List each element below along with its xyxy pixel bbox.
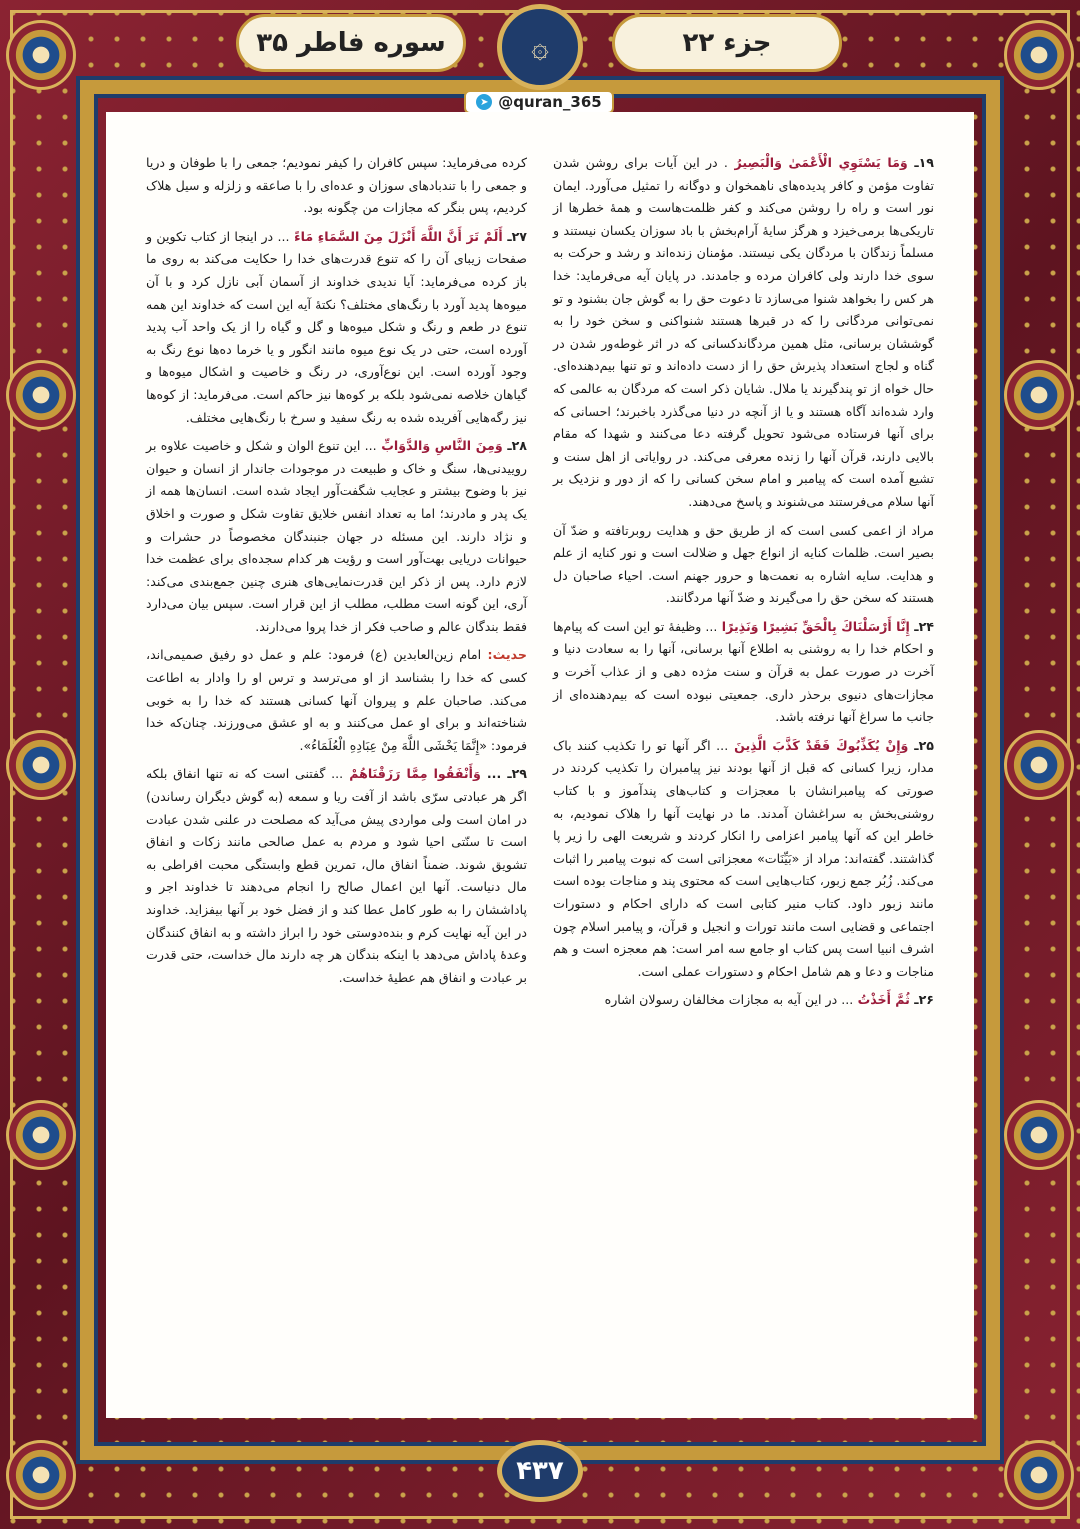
commentary-text: امام زین‌العابدین (ع) فرمود: علم و عمل دو رفیق صمیمی‌اند، کسی که خدا را بشناسد از او می‌ترسد و ترس او را وادار به اطاعت می‌کند. صاحبان علم و پیروان آنها کسانی هستند که خدا را به خوبی شناخته‌اند و برای او عمل می‌کنند و به او عشق می‌ورزند. چنان‌که خدا فرمود: «إِنَّمَا يَخْشَى اللَّهَ مِنْ عِبَادِهِ الْعُلَمَاءُ». (146, 647, 527, 753)
commentary-paragraph (146, 763, 527, 989)
commentary-paragraph (553, 152, 934, 514)
commentary-paragraph (146, 226, 527, 429)
commentary-text: کرده می‌فرماید: سپس کافران را کیفر نمودیم؛ جمعی را با طوفان و دریا و جمعی را با تندبادهای سوزان و عده‌ای را با صاعقه و زلزله و سیل هلاک کردیم، پس بنگر که مجازات من چگونه بود. (146, 155, 527, 216)
arabic-verse: أَلَمْ تَرَ أَنَّ اللَّهَ أَنْزَلَ مِنَ السَّمَاءِ مَاءً (289, 228, 503, 244)
arabic-verse: وَمِنَ النَّاسِ وَالدَّوَابِّ (376, 438, 503, 454)
calligraphy-logo-icon: ۞ (497, 4, 583, 90)
commentary-text: . در این آیات برای روشن شدن تفاوت مؤمن و کافر پدیده‌های ناهمخوان و دوگانه را تمثیل می‌آورد. ایمان نور است و راه را روشن می‌کند و کفر ظلمت‌هاست و همهٔ خطرها از تاریکی‌ها برمی‌خیزد و هرگز سایهٔ آرام‌بخش با باد سوزان یکسان نیستند و مسلماً زندگان با مردگان یکی نیستند. مؤمنان زنده‌اند و رشد و حرکت به سوی خدا دارند ولی کافران مرده و جامدند. در پایان آیه می‌فرماید: خدا هر کس را بخواهد شنوا می‌سازد تا دعوت حق را به گوش جان بشنود و تو نمی‌توانی مردگانی را که در قبرها هستند شنواکنی و سخن خود را به گوششان برسانی، مثل همین مردگاندکسانی که در اثر غوطه‌ور شدن در گناه و لجاج استعداد پذیرش حق را از دست داده‌اند و تو تنها بیم‌دهنده‌ای. حال خواه از تو پندگیرند یا ملال. شایان ذکر است که مردگان به عالمی که وارد شده‌اند آگاه هستند و یا از آنچه در دنیا می‌گذرد باخبرند؛ احسانی که برای آنها فرستاده می‌شود تحویل گرفته دعا می‌کنند و شهدا که مقام بالایی دارند، قرآن آنها را زنده معرفی می‌کند. در روایاتی از اهل سنت و تشیع آمده است که پیامبر و امام سخن کسانی را که از دور و نزدیک بر آنها سلام می‌فرستند می‌شنوند و پاسخ می‌دهند. (553, 155, 934, 509)
telegram-icon: ➤ (476, 94, 492, 110)
arabic-verse: وَأَنْفَقُوا مِمَّا رَزَقْنَاهُمْ (343, 766, 481, 782)
verse-number: ۲۹ـ ... (480, 766, 527, 782)
commentary-text: مراد از اعمی کسی است که از طریق حق و هدایت روبرتافته و ضدّ آن بصیر است. ظلمات کنایه از انواع جهل و ضلالت است و نور کنایه از علم و هدایت. سایه اشاره به نعمت‌ها و حرور جهنم است. احیاء صاحبان دل هستند که سخن حق را می‌گیرند و ضدّ آنها مردگانند. (553, 522, 934, 606)
text-area (106, 112, 974, 1418)
commentary-text: ... اگر آنها تو را تکذیب کنند باک مدار، زیرا کسانی که قبل از آنها بودند نیز پیامبران را تکذیب کردند در صورتی که پیامبرانشان با معجزات و کتاب‌های پندآموز و با کتاب روشنی‌بخش به سراغشان آمدند. ما در نهایت آنها را هلاک نمودیم، به خاطر این که آنها پیامبر اعزامی را انکار کردند و شریعت الهی را زیر پا گذاشتند. گفته‌اند: مراد از «بَيِّنَات» معجزاتی است که نبوت پیامبر را اثبات می‌کند. زُبُر جمع زبور، کتاب‌هایی است که محتوی پند و مناجات بوده است مانند زبور داود. کتاب منیر کتابی است که دارای احکام و دستورات اجتماعی و قضایی است مانند تورات و انجیل و قرآن، و پیامبر اسلام چون اشرف انبیا است پس کتاب او جامع سه امر است: هم معجزه است و هم مناجات و دعا و هم شامل احکام و دستورات عملی است. (553, 737, 934, 979)
side-medallion (6, 1100, 76, 1170)
arabic-verse: إِنَّا أَرْسَلْنَاكَ بِالْحَقِّ بَشِيرًا وَنَذِيرًا (717, 618, 910, 634)
commentary-paragraph (553, 520, 934, 610)
corner-medallion (1004, 1440, 1074, 1510)
verse-number: ۲۴ـ (909, 618, 934, 634)
side-medallion (6, 360, 76, 430)
verse-number: ۲۶ـ (909, 992, 934, 1008)
side-medallion (1004, 1100, 1074, 1170)
telegram-channel-tag[interactable] (464, 90, 614, 114)
corner-medallion (6, 20, 76, 90)
corner-medallion (1004, 20, 1074, 90)
verse-number: ۲۵ـ (908, 737, 934, 753)
commentary-text: ... گفتنی است که نه تنها انفاق بلکه اگر هر عبادتی سرّی باشد از آفت ریا و سمعه (به گوش دیگران رساندن) در امان است ولی مواردی پیش می‌آید که مصلحت در علنی شدن عبادت است تا سنّتی احیا شود و مردم به عمل صالحی مانند زکات و انفاق تشویق شوند. ضمناً انفاق مال، تمرین قطع وابستگی محبت افراطی به مال دنیاست. آنها این اعمال صالح را انجام می‌دهند تا خداوند اجر و پاداششان را به طور کامل عطا کند و از فضل خود بر آنها بیفزاید. خداوند در این آیه نهایت کرم و بنده‌دوستی خود را ابراز داشته و به انفاق کنندگان وعدهٔ پاداش می‌دهد با اینکه بندگان هر چه دارند مال خداست، حتی قدرت بر عبادت و انفاق هم عطیهٔ خداست. (146, 766, 527, 985)
arabic-verse: وَمَا يَسْتَوِي الْأَعْمَىٰ وَالْبَصِيرُ (727, 155, 908, 170)
right-column (553, 152, 934, 1398)
juz-title: جزء ۲۲ (612, 14, 842, 72)
commentary-text: ... در اینجا از کتاب تکوین و صفحات زیبای آن را که تنوع قدرت‌های خدا را حکایت می‌کند به روی ما باز کرده می‌فرماید: آیا ندیدی خداوند از آسمان آبی نازل کرد و با آن میوه‌ها پدید آورد با رنگ‌های مختلف؟ نکتهٔ آیه این است که خداوند این همه تنوع در طعم و رنگ و شکل میوه‌ها و گل و گیاه را از یک واحد آب پدید آورده است، حتی در یک نوع میوه مانند انگور و یا خرما ده‌ها نوع رنگ به وجود آورده است. این نوع‌آوری، در رنگ و خاصیت و اشکال میوه‌ها و گیاهان خلاصه نمی‌شود بلکه بر کوه‌ها نیز حاکم است. می‌فرماید: از کوه‌ها نیز رگه‌هایی آفریده شده به رنگ سفید و سرخ با رنگ‌هایی مختلف. (146, 228, 527, 425)
verse-number: ۲۸ـ (502, 438, 527, 454)
left-column (146, 152, 527, 1398)
arabic-verse: وَإِنْ يُكَذِّبُوكَ فَقَدْ كَذَّبَ الَّذِينَ (728, 737, 909, 753)
corner-medallion (6, 1440, 76, 1510)
verse-number: ۱۹ـ (907, 155, 934, 170)
commentary-paragraph (146, 644, 527, 757)
commentary-paragraph (553, 989, 934, 1012)
arabic-verse: ثُمَّ أَخَذْتُ (853, 992, 910, 1008)
commentary-text: ... در این آیه به مجازات مخالفان رسولان اشاره (604, 992, 854, 1008)
verse-number: ۲۷ـ (502, 228, 527, 244)
side-medallion (1004, 360, 1074, 430)
page-number: ۴۳۷ (497, 1440, 583, 1502)
commentary-paragraph (553, 735, 934, 984)
verse-number: حدیث: (481, 647, 527, 663)
commentary-paragraph (146, 435, 527, 638)
commentary-text: ... وظیفهٔ تو این است که پیام‌ها و احکام خدا را به روشنی به اطلاع آنها برسانی، آنها را به سعادت دنیا و آخرت در صورت عمل به قرآن و سنت مژده دهی و از عذاب آخرت و مجازات‌های دنیوی برحذر داری. جمعیتی نبوده است که بیم‌دهنده‌ای از جانب ما سراغ آنها نرفته باشد. (553, 618, 934, 725)
side-medallion (6, 730, 76, 800)
side-medallion (1004, 730, 1074, 800)
channel-handle: @quran_365 (498, 93, 602, 111)
commentary-text: ... این تنوع الوان و شکل و خاصیت علاوه بر روییدنی‌ها، سنگ و خاک و طبیعت در موجودات جاندار از انسان و حیوان نیز با وضوح بیشتر و عجایب شگفت‌آور ایجاد شده است. انسان‌ها همه از یک پدر و مادرند؛ اما به تعداد انفس خلایق تفاوت شکل و صورت و اخلاق و نژاد دارند. این مسئله در جهان جنبندگان مخصوصاً در حشرات و حیوانات دریایی بهت‌آور است و رؤیت هر کدام سجده‌ای برای عظمت خدا لازم دارد. پس از ذکر این قدرت‌نمایی‌های هنری چنین جمع‌بندی می‌کند: آری، این گونه است مطلب، مطلب از این قرار است. سپس بیان می‌دارد فقط بندگان عالم و صاحب فکر از خدا پروا می‌دارند. (146, 438, 527, 634)
commentary-paragraph (553, 616, 934, 729)
commentary-paragraph (146, 152, 527, 220)
surah-title: سوره فاطر ۳۵ (236, 14, 466, 72)
